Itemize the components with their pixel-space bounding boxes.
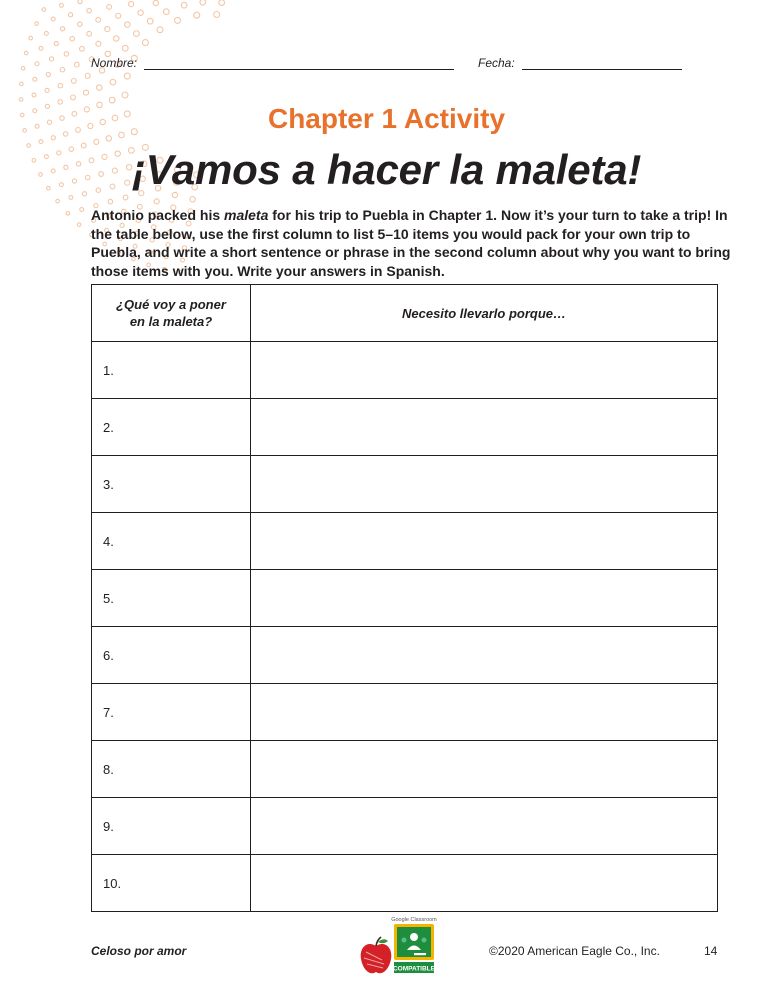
decorative-dot <box>24 51 28 55</box>
decorative-dot <box>153 0 158 5</box>
decorative-dot <box>122 45 128 51</box>
decorative-dot <box>129 2 134 7</box>
item-cell[interactable] <box>92 684 251 741</box>
item-cell[interactable] <box>92 342 251 399</box>
row-number: 4. <box>103 533 114 549</box>
decorative-dot <box>51 136 55 140</box>
decorative-dot <box>35 62 39 66</box>
date-label: Fecha: <box>478 56 515 70</box>
page-title: ¡Vamos a hacer la maleta! <box>131 146 642 193</box>
decorative-dot <box>87 31 92 36</box>
intro-paragraph <box>91 206 731 280</box>
table-row <box>92 342 718 399</box>
reason-cell[interactable] <box>251 798 718 855</box>
reason-cell[interactable] <box>251 684 718 741</box>
decorative-dot <box>123 195 128 200</box>
item-cell[interactable] <box>92 741 251 798</box>
decorative-dot <box>69 13 73 17</box>
decorative-dot <box>54 41 58 45</box>
decorative-dot <box>190 197 195 202</box>
reason-cell[interactable] <box>251 741 718 798</box>
row-number: 8. <box>103 761 114 777</box>
table-row <box>92 399 718 456</box>
decorative-dot <box>20 82 24 86</box>
intro-text-1: Antonio packed his <box>91 207 225 223</box>
decorative-dot <box>45 88 49 92</box>
decorative-dot <box>200 0 206 5</box>
decorative-dot <box>32 93 36 97</box>
decorative-dot <box>122 92 128 98</box>
decorative-dot <box>44 31 48 35</box>
decorative-dot <box>56 199 60 203</box>
item-cell[interactable] <box>92 627 251 684</box>
decorative-dot <box>78 22 83 27</box>
decorative-dot <box>78 0 82 4</box>
badge-bottom-text: COMPATIBLE <box>392 965 436 973</box>
decorative-dot <box>96 17 101 22</box>
reason-cell[interactable] <box>251 399 718 456</box>
decorative-dot <box>194 12 200 18</box>
decorative-dot <box>19 98 23 102</box>
item-cell[interactable] <box>92 456 251 513</box>
book-title: Celoso por amor <box>91 944 187 958</box>
decorative-dot <box>106 136 111 141</box>
decorative-dot <box>108 199 113 204</box>
row-number: 10. <box>103 875 122 891</box>
decorative-dot <box>219 0 225 5</box>
decorative-dot <box>94 139 99 144</box>
row-number: 2. <box>103 419 114 435</box>
decorative-dot <box>21 67 25 71</box>
decorative-dot <box>116 13 121 18</box>
decorative-dot <box>105 27 110 32</box>
item-cell[interactable] <box>92 798 251 855</box>
row-number: 1. <box>103 362 114 378</box>
decorative-dot <box>83 90 88 95</box>
decorative-dot <box>66 212 70 216</box>
name-line[interactable] <box>144 69 454 70</box>
badge-top-text: Google Classroom <box>391 917 437 923</box>
decorative-dot <box>142 40 148 46</box>
column-header-items <box>92 285 251 342</box>
decorative-dot <box>42 8 46 12</box>
table-row <box>92 627 718 684</box>
decorative-dot <box>124 73 130 79</box>
apple-icon <box>361 937 392 973</box>
decorative-dot <box>58 83 63 88</box>
item-cell[interactable] <box>92 570 251 627</box>
decorative-dot <box>97 85 102 90</box>
table-row <box>92 798 718 855</box>
decorative-dot <box>80 208 84 212</box>
table-row <box>92 456 718 513</box>
decorative-dot <box>77 223 81 227</box>
decorative-dot <box>85 73 90 78</box>
decorative-dot <box>60 67 65 72</box>
row-number: 9. <box>103 818 114 834</box>
reason-cell[interactable] <box>251 855 718 912</box>
table-row <box>92 513 718 570</box>
decorative-dot <box>138 10 143 15</box>
row-number: 3. <box>103 476 114 492</box>
reason-cell[interactable] <box>251 513 718 570</box>
reason-cell[interactable] <box>251 456 718 513</box>
date-line[interactable] <box>522 69 682 70</box>
reason-cell[interactable] <box>251 342 718 399</box>
table-row <box>92 855 718 912</box>
name-label: Nombre: <box>91 56 138 70</box>
item-cell[interactable] <box>92 399 251 456</box>
page-number: 14 <box>704 944 718 958</box>
decorative-dot <box>39 140 43 144</box>
copyright-text: ©2020 American Eagle Co., Inc. <box>489 944 660 958</box>
decorative-dot <box>154 199 159 204</box>
table-row <box>92 741 718 798</box>
decorative-dot <box>59 3 63 7</box>
decorative-dot <box>107 5 112 10</box>
decorative-dot <box>134 31 140 37</box>
intro-text-2: for his trip to Puebla in Chapter 1. Now it’s your turn to take a trip! In the table below, use the first column to list 5–10 items you would pack for your own trip to Puebla, and write a short sentence or phrase in the second column about why you want to bring those items with you. Write your answers in Spanish. <box>91 207 731 279</box>
intro-italic-word: maleta <box>224 207 269 223</box>
chapter-heading: Chapter 1 Activity <box>267 103 506 134</box>
decorative-dot <box>35 22 39 26</box>
decorative-dot <box>157 27 163 33</box>
google-classroom-badge <box>358 912 442 978</box>
decorative-dot <box>80 46 85 51</box>
decorative-dot <box>71 95 76 100</box>
decorative-dot <box>175 17 181 23</box>
decorative-dot <box>163 9 169 15</box>
decorative-dot <box>147 18 153 24</box>
decorative-dot <box>71 79 76 84</box>
reason-cell[interactable] <box>251 570 718 627</box>
column-header-items-line1: ¿Qué voy a poner <box>116 297 226 312</box>
row-number: 5. <box>103 590 114 606</box>
decorative-dot <box>214 12 220 18</box>
column-header-reason: Necesito llevarlo porque… <box>251 285 718 342</box>
decorative-dot <box>69 196 73 200</box>
decorative-dot <box>29 36 33 40</box>
decorative-dot <box>49 57 53 61</box>
reason-cell[interactable] <box>251 627 718 684</box>
decorative-dot <box>64 52 69 57</box>
table-row <box>92 684 718 741</box>
decorative-dot <box>110 79 116 85</box>
decorative-dot <box>74 62 79 67</box>
decorative-dot <box>51 17 55 21</box>
item-cell[interactable] <box>92 513 251 570</box>
decorative-dot <box>61 27 65 31</box>
column-header-items-line2: en la maleta? <box>129 314 213 329</box>
table-header-row <box>92 285 718 342</box>
decorative-dot <box>125 22 130 27</box>
row-number: 7. <box>103 704 114 720</box>
table-row <box>92 570 718 627</box>
decorative-dot <box>114 36 119 41</box>
decorative-dot <box>46 72 50 76</box>
item-cell[interactable] <box>92 855 251 912</box>
decorative-dot <box>96 41 101 46</box>
decorative-dot <box>70 36 75 41</box>
row-number: 6. <box>103 647 114 663</box>
decorative-dot <box>33 77 37 81</box>
decorative-dot <box>39 46 43 50</box>
packing-table <box>91 284 718 912</box>
decorative-dot <box>87 8 92 13</box>
decorative-dot <box>181 2 187 8</box>
